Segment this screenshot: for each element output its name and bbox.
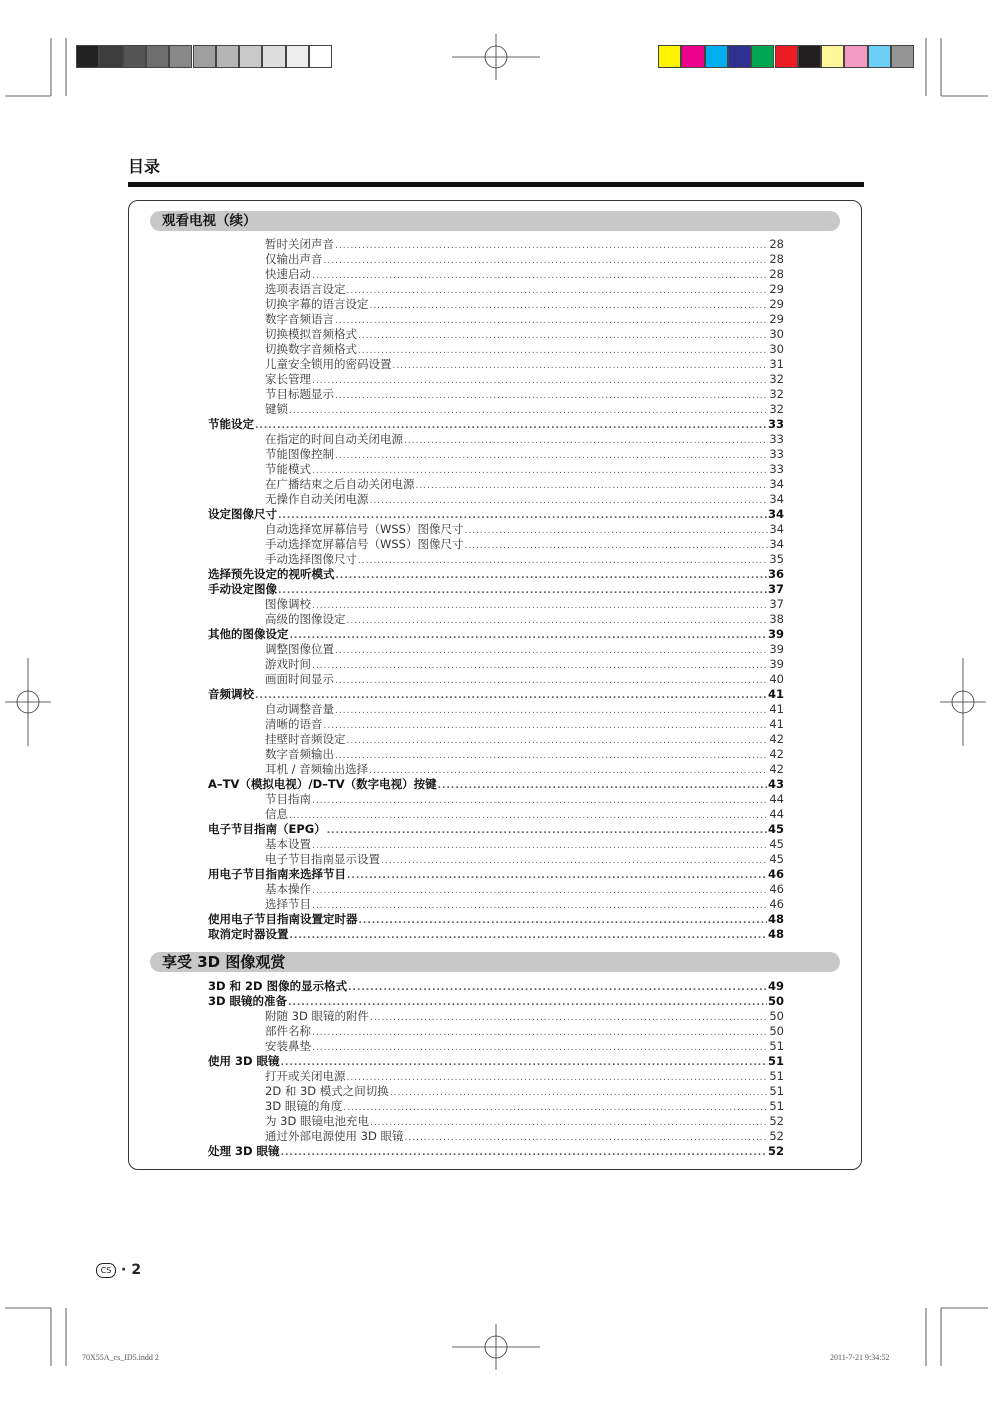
toc-heading-row[interactable] <box>208 822 784 837</box>
toc-page-number: 33 <box>769 447 784 461</box>
toc-entry-title: 选择节目 <box>265 897 311 911</box>
toc-entry-row[interactable] <box>208 642 784 657</box>
dot-leader <box>347 869 767 884</box>
toc-entry-title: 音频调校 <box>208 687 254 701</box>
dot-leader <box>312 374 768 389</box>
section-title-3d: 享受 3D 图像观赏 <box>162 953 286 971</box>
toc-page-number: 38 <box>769 612 784 626</box>
toc-heading-row[interactable] <box>208 417 784 432</box>
toc-entry-title: 附随 3D 眼镜的附件 <box>265 1009 369 1023</box>
toc-entry-title: 电子节目指南（EPG） <box>208 822 326 836</box>
toc-entry-title: 3D 和 2D 图像的显示格式 <box>208 979 348 993</box>
toc-page-number: 51 <box>769 1099 784 1113</box>
color-swatch <box>844 45 867 68</box>
toc-list-1 <box>208 237 784 942</box>
dot-leader <box>347 614 769 629</box>
toc-page-number: 37 <box>767 582 784 596</box>
toc-page-number: 33 <box>769 432 784 446</box>
dot-leader <box>335 314 768 329</box>
dot-leader <box>358 329 768 344</box>
gray-swatch <box>286 45 309 68</box>
dot-leader <box>335 704 768 719</box>
toc-heading-row[interactable] <box>208 1144 784 1159</box>
toc-heading-row[interactable] <box>208 567 784 582</box>
toc-entry-title: A–TV（模拟电视）/D–TV（数字电视）按键 <box>208 777 437 791</box>
dot-leader <box>289 404 768 419</box>
toc-entry-title: 数字音频输出 <box>265 747 334 761</box>
toc-page-number: 42 <box>769 732 784 746</box>
toc-entry-title: 取消定时器设置 <box>208 927 289 941</box>
toc-entry-title: 电子节目指南显示设置 <box>265 852 380 866</box>
toc-entry-title: 选项表语言设定 <box>265 282 346 296</box>
toc-entry-row[interactable] <box>208 1084 784 1099</box>
toc-page-number: 52 <box>769 1114 784 1128</box>
toc-heading-row[interactable] <box>208 979 784 994</box>
toc-page-number: 39 <box>769 657 784 671</box>
toc-entry-title: 清晰的语音 <box>265 717 323 731</box>
toc-page-number: 50 <box>769 1024 784 1038</box>
toc-entry-row[interactable] <box>208 717 784 732</box>
toc-entry-title: 节目指南 <box>265 792 311 806</box>
color-swatch <box>868 45 891 68</box>
language-badge-icon: CS <box>96 1263 116 1278</box>
toc-page-number: 34 <box>769 477 784 491</box>
dot-leader <box>370 1011 768 1026</box>
toc-entry-row[interactable] <box>208 327 784 342</box>
toc-page-number: 34 <box>769 537 784 551</box>
toc-heading-row[interactable] <box>208 912 784 927</box>
gray-swatch <box>99 45 122 68</box>
gray-swatch <box>193 45 216 68</box>
dot-leader <box>335 749 768 764</box>
toc-entry-row[interactable] <box>208 837 784 852</box>
gray-swatch <box>76 45 99 68</box>
dot-leader <box>359 914 767 929</box>
toc-entry-row[interactable] <box>208 1039 784 1054</box>
toc-entry-row[interactable] <box>208 657 784 672</box>
dot-leader <box>347 284 769 299</box>
gray-swatch <box>239 45 262 68</box>
gray-swatch <box>309 45 332 68</box>
toc-page-number: 29 <box>769 282 784 296</box>
page-footer <box>96 1262 141 1278</box>
toc-page-number: 51 <box>769 1069 784 1083</box>
toc-entry-row[interactable] <box>208 267 784 282</box>
dot-leader <box>289 809 768 824</box>
color-swatch <box>751 45 774 68</box>
toc-entry-title: 打开或关闭电源 <box>265 1069 346 1083</box>
toc-page-number: 34 <box>769 522 784 536</box>
dot-leader <box>290 629 767 644</box>
toc-entry-title: 节能模式 <box>265 462 311 476</box>
toc-entry-row[interactable] <box>208 1099 784 1114</box>
toc-entry-row[interactable] <box>208 897 784 912</box>
dot-leader <box>416 479 769 494</box>
toc-entry-title: 节能设定 <box>208 417 254 431</box>
toc-entry-title: 节目标题显示 <box>265 387 334 401</box>
gray-swatch <box>146 45 169 68</box>
toc-entry-title: 挂壁时音频设定 <box>265 732 346 746</box>
toc-page-number: 46 <box>767 867 784 881</box>
toc-heading-row[interactable] <box>208 867 784 882</box>
toc-entry-title: 游戏时间 <box>265 657 311 671</box>
section-title-watching-tv: 观看电视（续） <box>162 213 257 229</box>
toc-entry-row[interactable] <box>208 342 784 357</box>
toc-entry-title: 3D 眼镜的角度 <box>265 1099 343 1113</box>
toc-entry-row[interactable] <box>208 462 784 477</box>
toc-entry-title: 部件名称 <box>265 1024 311 1038</box>
toc-entry-row[interactable] <box>208 312 784 327</box>
toc-entry-row[interactable] <box>208 237 784 252</box>
toc-page-number: 31 <box>769 357 784 371</box>
color-swatch <box>681 45 704 68</box>
toc-entry-row[interactable] <box>208 732 784 747</box>
dot-leader <box>404 434 768 449</box>
toc-entry-title: 在指定的时间自动关闭电源 <box>265 432 403 446</box>
toc-entry-title: 其他的图像设定 <box>208 627 289 641</box>
gray-swatch <box>262 45 285 68</box>
toc-page-number: 33 <box>767 417 784 431</box>
dot-leader <box>336 569 767 584</box>
toc-entry-row[interactable] <box>208 807 784 822</box>
toc-entry-row[interactable] <box>208 1024 784 1039</box>
toc-page-number: 32 <box>769 402 784 416</box>
dot-leader <box>312 269 768 284</box>
toc-heading-row[interactable] <box>208 994 784 1009</box>
toc-entry-row[interactable] <box>208 882 784 897</box>
toc-entry-row[interactable] <box>208 1114 784 1129</box>
dot-leader <box>278 584 767 599</box>
toc-entry-title: 图像调校 <box>265 597 311 611</box>
dot-leader <box>335 449 768 464</box>
toc-page-number: 29 <box>769 312 784 326</box>
toc-entry-title: 自动调整音量 <box>265 702 334 716</box>
dot-leader <box>312 599 768 614</box>
toc-page-number: 41 <box>767 687 784 701</box>
toc-page-number: 41 <box>769 702 784 716</box>
toc-page-number: 30 <box>769 342 784 356</box>
toc-page-number: 45 <box>769 852 784 866</box>
toc-page-number: 52 <box>769 1129 784 1143</box>
dot-leader <box>312 1041 768 1056</box>
toc-page-number: 33 <box>769 462 784 476</box>
toc-entry-row[interactable] <box>208 552 784 567</box>
toc-entry-row[interactable] <box>208 387 784 402</box>
toc-page-number: 36 <box>767 567 784 581</box>
dot-leader <box>464 524 768 539</box>
color-swatch <box>658 45 681 68</box>
dot-leader <box>370 494 769 509</box>
toc-page-number: 46 <box>769 897 784 911</box>
toc-page-number: 51 <box>769 1084 784 1098</box>
dot-leader <box>335 674 768 689</box>
toc-entry-title: 处理 3D 眼镜 <box>208 1144 280 1158</box>
dot-leader <box>348 981 767 996</box>
dot-leader <box>324 719 769 734</box>
toc-entry-row[interactable] <box>208 447 784 462</box>
toc-heading-row[interactable] <box>208 777 784 792</box>
toc-entry-title: 2D 和 3D 模式之间切换 <box>265 1084 389 1098</box>
dot-leader <box>335 389 768 404</box>
toc-heading-row[interactable] <box>208 927 784 942</box>
toc-entry-row[interactable] <box>208 537 784 552</box>
gray-swatch <box>123 45 146 68</box>
dot-leader <box>347 1071 769 1086</box>
toc-entry-row[interactable] <box>208 282 784 297</box>
toc-entry-title: 手动选择图像尺寸 <box>265 552 357 566</box>
toc-page-number: 39 <box>767 627 784 641</box>
toc-page-number: 28 <box>769 252 784 266</box>
dot-leader <box>358 344 768 359</box>
toc-entry-row[interactable] <box>208 597 784 612</box>
toc-heading-row[interactable] <box>208 627 784 642</box>
toc-entry-title: 耳机 / 音频输出选择 <box>265 762 369 776</box>
toc-page-number: 45 <box>769 837 784 851</box>
toc-entry-title: 儿童安全锁用的密码设置 <box>265 357 392 371</box>
toc-entry-title: 仅输出声音 <box>265 252 323 266</box>
toc-page-number: 34 <box>769 492 784 506</box>
dot-leader <box>324 254 769 269</box>
toc-page-number: 43 <box>767 777 784 791</box>
dot-leader <box>335 644 768 659</box>
toc-entry-title: 为 3D 眼镜电池充电 <box>265 1114 369 1128</box>
page-title: 目录 <box>128 157 161 176</box>
dot-leader <box>281 1056 767 1071</box>
toc-entry-title: 通过外部电源使用 3D 眼镜 <box>265 1129 404 1143</box>
toc-entry-row[interactable] <box>208 492 784 507</box>
toc-entry-title: 设定图像尺寸 <box>208 507 277 521</box>
dot-leader <box>312 659 768 674</box>
dot-leader <box>312 884 768 899</box>
dot-leader <box>438 779 767 794</box>
toc-page-number: 37 <box>769 597 784 611</box>
toc-entry-title: 切换数字音频格式 <box>265 342 357 356</box>
color-swatch <box>775 45 798 68</box>
toc-entry-row[interactable] <box>208 747 784 762</box>
dot-leader <box>327 824 767 839</box>
toc-entry-row[interactable] <box>208 852 784 867</box>
toc-entry-title: 3D 眼镜的准备 <box>208 994 288 1008</box>
toc-entry-title: 信息 <box>265 807 288 821</box>
toc-page-number: 44 <box>769 807 784 821</box>
toc-page-number: 42 <box>769 747 784 761</box>
toc-page-number: 46 <box>769 882 784 896</box>
toc-list-2 <box>208 979 784 1159</box>
toc-entry-row[interactable] <box>208 1129 784 1144</box>
toc-entry-title: 手动选择宽屏幕信号（WSS）图像尺寸 <box>265 537 464 551</box>
dot-leader <box>343 1101 768 1116</box>
toc-entry-row[interactable] <box>208 252 784 267</box>
color-swatch <box>821 45 844 68</box>
toc-page-number: 51 <box>769 1039 784 1053</box>
toc-entry-title: 安装鼻垫 <box>265 1039 311 1053</box>
toc-entry-row[interactable] <box>208 297 784 312</box>
toc-entry-title: 切换模拟音频格式 <box>265 327 357 341</box>
gray-swatch <box>169 45 192 68</box>
toc-page-number: 45 <box>767 822 784 836</box>
toc-entry-title: 高级的图像设定 <box>265 612 346 626</box>
toc-entry-title: 在广播结束之后自动关闭电源 <box>265 477 415 491</box>
dot-leader <box>281 1146 767 1161</box>
toc-entry-row[interactable] <box>208 357 784 372</box>
toc-entry-row[interactable] <box>208 792 784 807</box>
dot-leader <box>393 359 769 374</box>
dot-leader <box>390 1086 769 1101</box>
dot-leader <box>335 239 768 254</box>
toc-page-number: 40 <box>769 672 784 686</box>
footer-separator: · <box>121 1262 127 1278</box>
page-number: 2 <box>131 1262 142 1278</box>
toc-entry-row[interactable] <box>208 1069 784 1084</box>
toc-entry-row[interactable] <box>208 372 784 387</box>
toc-entry-row[interactable] <box>208 1009 784 1024</box>
gray-swatch <box>216 45 239 68</box>
toc-page-number: 28 <box>769 237 784 251</box>
toc-page-number: 35 <box>769 552 784 566</box>
dot-leader <box>312 839 768 854</box>
toc-page-number: 50 <box>767 994 784 1008</box>
slug-filename: 70X55A_cs_ID5.indd 2 <box>82 1353 159 1362</box>
dot-leader <box>347 734 769 749</box>
color-swatch <box>728 45 751 68</box>
slug-timestamp: 2011-7-21 9:34:52 <box>830 1353 890 1362</box>
toc-entry-row[interactable] <box>208 672 784 687</box>
toc-page-number: 49 <box>767 979 784 993</box>
toc-page-number: 48 <box>767 927 784 941</box>
color-swatch <box>891 45 914 68</box>
dot-leader <box>404 1131 768 1146</box>
toc-page-number: 30 <box>769 327 784 341</box>
toc-entry-title: 使用电子节目指南设置定时器 <box>208 912 358 926</box>
toc-entry-title: 数字音频语言 <box>265 312 334 326</box>
toc-heading-row[interactable] <box>208 687 784 702</box>
toc-page-number: 48 <box>767 912 784 926</box>
toc-page-number: 52 <box>767 1144 784 1158</box>
toc-entry-row[interactable] <box>208 477 784 492</box>
toc-page-number: 29 <box>769 297 784 311</box>
toc-page-number: 34 <box>767 507 784 521</box>
toc-entry-title: 选择预先设定的视听模式 <box>208 567 335 581</box>
toc-entry-title: 键锁 <box>265 402 288 416</box>
toc-page-number: 51 <box>767 1054 784 1068</box>
toc-entry-title: 基本操作 <box>265 882 311 896</box>
toc-entry-title: 用电子节目指南来选择节目 <box>208 867 346 881</box>
toc-entry-title: 手动设定图像 <box>208 582 277 596</box>
toc-page-number: 32 <box>769 372 784 386</box>
toc-entry-title: 无操作自动关闭电源 <box>265 492 369 506</box>
toc-page-number: 44 <box>769 792 784 806</box>
color-swatch <box>798 45 821 68</box>
toc-heading-row[interactable] <box>208 582 784 597</box>
toc-entry-row[interactable] <box>208 762 784 777</box>
toc-entry-title: 调整图像位置 <box>265 642 334 656</box>
toc-page-number: 50 <box>769 1009 784 1023</box>
toc-page-number: 42 <box>769 762 784 776</box>
toc-entry-row[interactable] <box>208 522 784 537</box>
toc-entry-title: 节能图像控制 <box>265 447 334 461</box>
dot-leader <box>290 929 767 944</box>
toc-page-number: 28 <box>769 267 784 281</box>
toc-page-number: 41 <box>769 717 784 731</box>
toc-entry-row[interactable] <box>208 432 784 447</box>
toc-page-number: 32 <box>769 387 784 401</box>
toc-entry-row[interactable] <box>208 402 784 417</box>
toc-entry-title: 暂时关闭声音 <box>265 237 334 251</box>
dot-leader <box>464 539 768 554</box>
dot-leader <box>370 299 769 314</box>
toc-entry-title: 快速启动 <box>265 267 311 281</box>
dot-leader <box>312 1026 768 1041</box>
toc-entry-title: 家长管理 <box>265 372 311 386</box>
dot-leader <box>312 794 768 809</box>
dot-leader <box>381 854 768 869</box>
title-rule <box>128 182 864 187</box>
toc-entry-title: 基本设置 <box>265 837 311 851</box>
dot-leader <box>370 1116 768 1131</box>
toc-entry-title: 自动选择宽屏幕信号（WSS）图像尺寸 <box>265 522 464 536</box>
toc-entry-title: 画面时间显示 <box>265 672 334 686</box>
dot-leader <box>358 554 768 569</box>
toc-heading-row[interactable] <box>208 507 784 522</box>
toc-entry-row[interactable] <box>208 612 784 627</box>
toc-heading-row[interactable] <box>208 1054 784 1069</box>
toc-entry-title: 切换字幕的语言设定 <box>265 297 369 311</box>
toc-entry-row[interactable] <box>208 702 784 717</box>
dot-leader <box>312 899 768 914</box>
toc-entry-title: 使用 3D 眼镜 <box>208 1054 280 1068</box>
color-swatch <box>705 45 728 68</box>
toc-page-number: 39 <box>769 642 784 656</box>
